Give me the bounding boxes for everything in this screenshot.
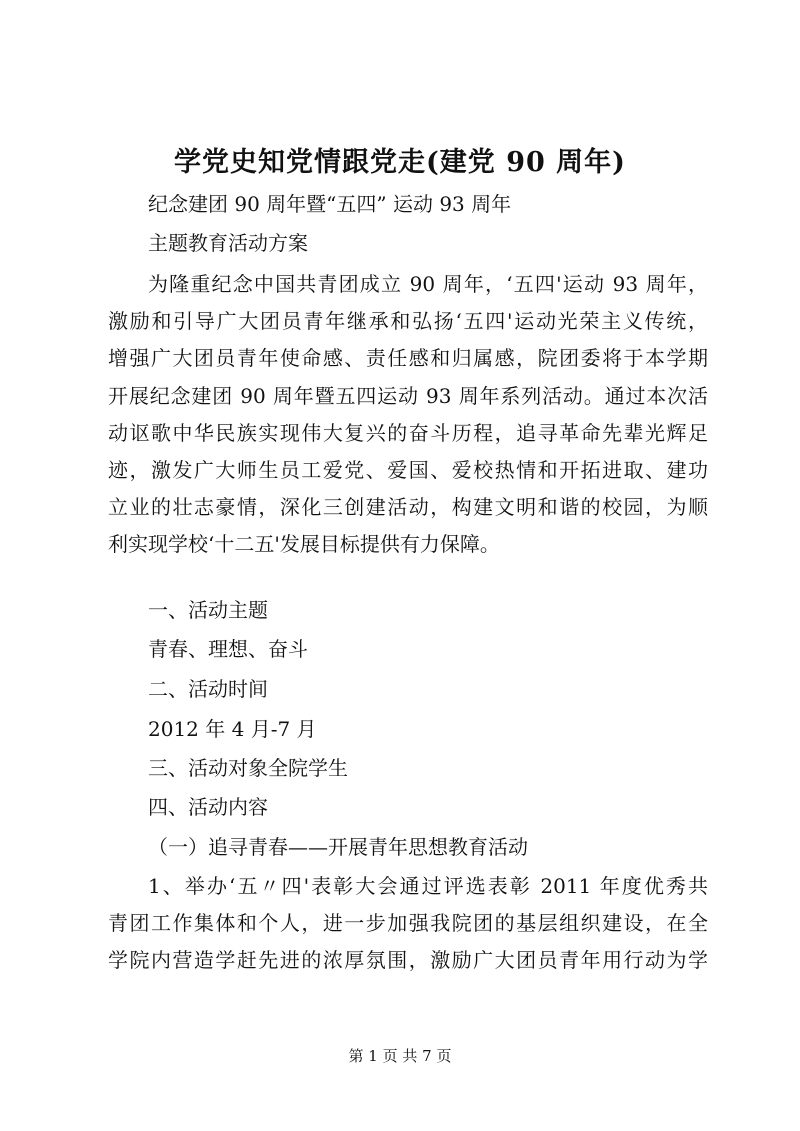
intro-line: 开展纪念建团 90 周年暨五四运动 93 周年系列活动。通过本次活: [108, 383, 708, 408]
intro-line: 激励和引导广大团员青年继承和弘扬‘五四'运动光荣主义传统，: [108, 309, 708, 334]
item-1-paragraph: [108, 868, 708, 980]
intro-line: 立业的壮志豪情，深化三创建活动，构建文明和谐的校园，为顺: [108, 495, 708, 520]
item-1-line: 学院内营造学赶先进的浓厚氛围，激励广大团员青年用行动为学: [108, 948, 708, 973]
intro-line: 为隆重纪念中国共青团成立 90 周年，‘五四'运动 93 周年，: [148, 272, 708, 296]
intro-paragraph: [108, 266, 708, 564]
subsection-1-heading: （一）追寻青春——开展青年思想教育活动: [148, 835, 528, 859]
subtitle-line-2: 主题教育活动方案: [148, 231, 308, 255]
subtitle-line-1: 纪念建团 90 周年暨“五四” 运动 93 周年: [148, 192, 512, 216]
page-title: 学党史知党情跟党走(建党 90 周年): [174, 147, 626, 178]
intro-line: 迹，激发广大师生员工爱党、爱国、爱校热情和开拓进取、建功: [108, 458, 708, 483]
section-1-heading: 一、活动主题: [148, 598, 268, 622]
intro-line: 利实现学校‘十二五'发展目标提供有力保障。: [108, 532, 500, 557]
section-4-heading: 四、活动内容: [148, 795, 268, 819]
section-3-heading: 三、活动对象全院学生: [148, 756, 348, 780]
section-2-text: 2012 年 4 月-7 月: [148, 717, 317, 741]
intro-line: 增强广大团员青年使命感、责任感和归属感，院团委将于本学期: [108, 346, 708, 371]
section-2-heading: 二、活动时间: [148, 677, 268, 701]
page-indicator: 第 1 页 共 7 页: [348, 1047, 452, 1065]
item-1-line: 1、举办‘五〃四'表彰大会通过评选表彰 2011 年度优秀共: [148, 874, 708, 898]
section-1-text: 青春、理想、奋斗: [148, 637, 308, 661]
intro-line: 动讴歌中华民族实现伟大复兴的奋斗历程，追寻革命先辈光辉足: [108, 420, 708, 445]
item-1-line: 青团工作集体和个人，进一步加强我院团的基层组织建设，在全: [108, 911, 708, 936]
